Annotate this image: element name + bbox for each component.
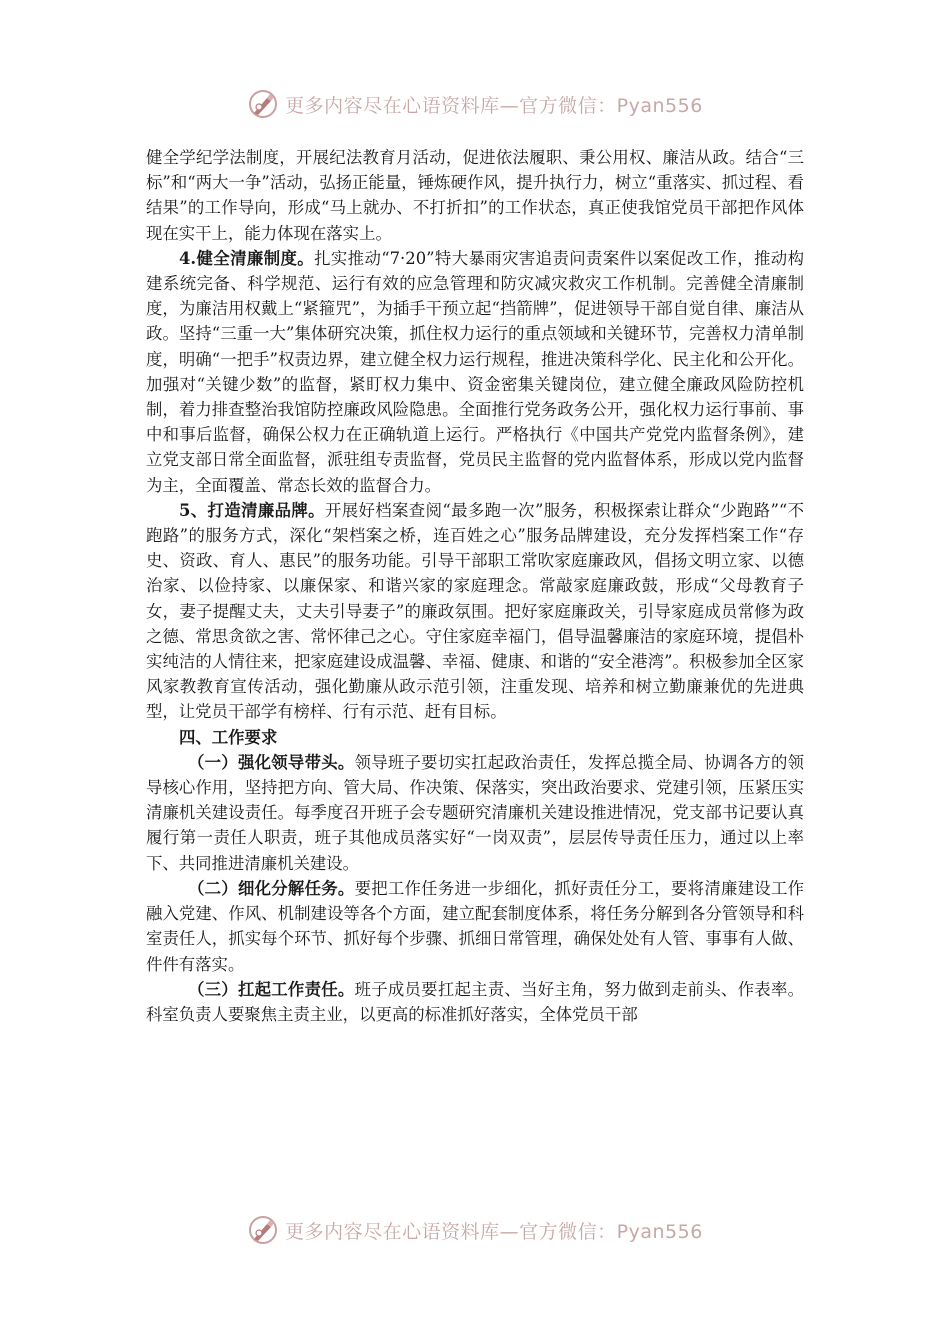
- paragraph-text: 班子成员要扛起主责、当好主角，努力做到走前头、作表率。科室负责人要聚焦主责主业，以更高的标准抓好落实，全体党员干部: [146, 979, 805, 1024]
- paragraph-text: 要把工作任务进一步细化，抓好责任分工，要将清廉建设工作融入党建、作风、机制建设等各个方面，建立配套制度体系，将任务分解到各分管领导和科室责任人，抓实每个环节、抓好每个步骤、抓细日常管理，确保处处有人管、事事有人做、件件有落实。: [146, 878, 805, 974]
- paragraph-item-5: [146, 498, 804, 725]
- paragraph-req-3: [146, 977, 804, 1027]
- paragraph-req-2: [146, 876, 804, 977]
- paragraph-text: 健全学纪学法制度，开展纪法教育月活动，促进依法履职、秉公用权、廉洁从政。结合“三标”和“两大一争”活动，弘扬正能量，锤炼硬作风，提升执行力，树立“重落实、抓过程、看结果”的工作导向，形成“马上就办、不打折扣”的工作状态，真正使我馆党员干部把作风体现在实干上，能力体现在落实上。: [146, 148, 804, 243]
- paragraph-lead: （三）扛起工作责任。: [188, 979, 355, 999]
- section-heading: [146, 725, 804, 750]
- document-body: [146, 145, 804, 1027]
- paragraph-lead: （二）细化分解任务。: [188, 878, 355, 898]
- paragraph-item-4: [146, 246, 804, 498]
- paragraph-lead: （一）强化领导带头。: [188, 752, 355, 772]
- paragraph-lead: 5、打造清廉品牌。: [179, 500, 325, 520]
- paragraph-req-1: [146, 750, 804, 876]
- paragraph-text: 扎实推动“7·20”特大暴雨灾害追责问责案件以案促改工作，推动构建系统完备、科学规范、运行有效的应急管理和防灾减灾救灾工作机制。完善健全清廉制度，为廉洁用权戴上“紧箍咒”，为插手干预立起“挡箭牌”，促进领导干部自觉自律、廉洁从政。坚持“三重一大”集体研究决策，抓住权力运行的重点领域和关键环节，完善权力清单制度，明确“一把手”权责边界，建立健全权力运行规程，推进决策科学化、民主化和公开化。加强对“关键少数”的监督，紧盯权力集中、资金密集关键岗位，建立健全廉政风险防控机制，着力排查整治我馆防控廉政风险隐患。全面推行党务政务公开，强化权力运行事前、事中和事后监督，确保公权力在正确轨道上运行。严格执行《中国共产党党内监督条例》，建立党支部日常全面监督，派驻组专责监督，党员民主监督的党内监督体系，形成以党内监督为主，全面覆盖、常态长效的监督合力。: [146, 248, 804, 495]
- pen-logo-icon: [247, 88, 279, 120]
- section-heading-text: 四、工作要求: [179, 727, 278, 747]
- header-watermark: [0, 84, 950, 124]
- watermark-text: 更多内容尽在心语资料库—官方微信：Pyan556: [285, 94, 703, 117]
- pen-logo-icon: [247, 1214, 279, 1246]
- watermark-text: 更多内容尽在心语资料库—官方微信：Pyan556: [285, 1220, 703, 1243]
- paragraph-lead: 4.健全清廉制度。: [179, 248, 315, 268]
- paragraph-text: 开展好档案查阅“最多跑一次”服务，积极探索让群众“少跑路”“不跑路”的服务方式，深化“架档案之桥，连百姓之心”服务品牌建设，充分发挥档案工作“存史、资政、育人、惠民”的服务功能。引导干部职工常吹家庭廉政风，倡扬文明立家、以德治家、以俭持家、以廉保家、和谐兴家的家庭理念。常敲家庭廉政鼓，形成“父母教育子女，妻子提醒丈夫，丈夫引导妻子”的廉政氛围。把好家庭廉政关，引导家庭成员常修为政之德、常思贪欲之害、常怀律己之心。守住家庭幸福门，倡导温馨廉洁的家庭环境，提倡朴实纯洁的人情往来，把家庭建设成温馨、幸福、健康、和谐的“安全港湾”。积极参加全区家风家教教育宣传活动，强化勤廉从政示范引领，注重发现、培养和树立勤廉兼优的先进典型，让党员干部学有榜样、行有示范、赶有目标。: [146, 500, 804, 722]
- footer-watermark: [0, 1210, 950, 1250]
- paragraph-continuation: [146, 145, 804, 246]
- paragraph-text: 领导班子要切实扛起政治责任，发挥总揽全局、协调各方的领导核心作用，坚持把方向、管大局、作决策、保落实，突出政治要求、党建引领，压紧压实清廉机关建设责任。每季度召开班子会专题研究清廉机关建设推进情况，党支部书记要认真履行第一责任人职责，班子其他成员落实好“一岗双责”，层层传导责任压力，通过以上率下、共同推进清廉机关建设。: [146, 752, 805, 873]
